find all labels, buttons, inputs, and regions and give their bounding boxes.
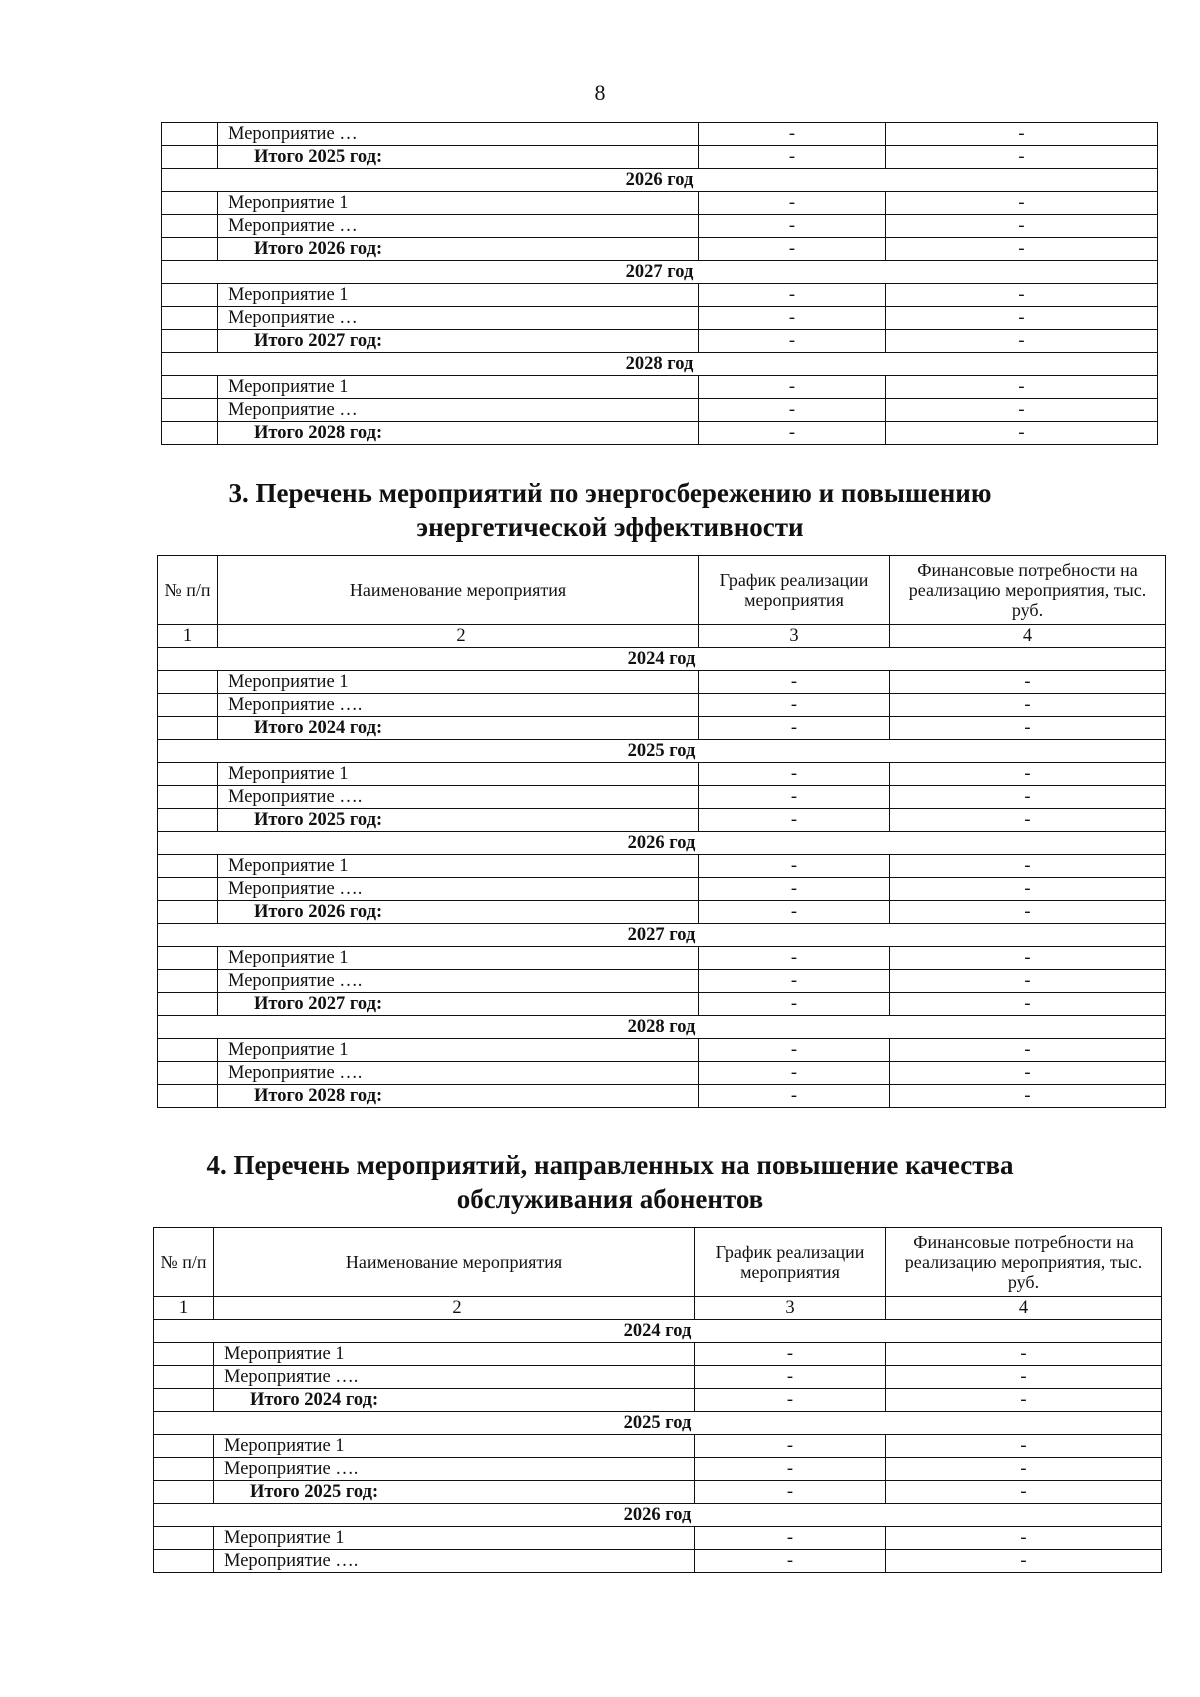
row-number-cell <box>158 809 218 832</box>
activity-name: Мероприятие …. <box>218 694 699 717</box>
row-number-cell <box>154 1343 214 1366</box>
table-row <box>158 970 1166 993</box>
header-schedule: График реализации мероприятия <box>699 556 890 625</box>
header-num: № п/п <box>154 1228 214 1297</box>
activity-name: Мероприятие 1 <box>214 1527 695 1550</box>
row-number-cell <box>162 376 218 399</box>
finance-value: - <box>886 1481 1162 1504</box>
activity-name: Мероприятие 1 <box>214 1343 695 1366</box>
energy-efficiency-table <box>157 555 1166 1108</box>
year-row <box>158 740 1166 763</box>
total-label: Итого 2026 год: <box>218 238 699 261</box>
year-row <box>162 169 1158 192</box>
year-row <box>162 353 1158 376</box>
row-number-cell <box>158 717 218 740</box>
schedule-value: - <box>699 970 890 993</box>
total-row <box>154 1389 1162 1412</box>
activity-name: Мероприятие …. <box>214 1550 695 1573</box>
row-number-cell <box>162 123 218 146</box>
table-row <box>162 376 1158 399</box>
row-number-cell <box>154 1435 214 1458</box>
total-row <box>158 993 1166 1016</box>
total-row <box>158 717 1166 740</box>
row-number-cell <box>158 786 218 809</box>
table-row <box>158 855 1166 878</box>
finance-value: - <box>890 1039 1166 1062</box>
activity-name: Мероприятие 1 <box>218 763 699 786</box>
activity-name: Мероприятие 1 <box>214 1435 695 1458</box>
table-row <box>154 1458 1162 1481</box>
schedule-value: - <box>699 146 886 169</box>
schedule-value: - <box>699 238 886 261</box>
table-row <box>154 1527 1162 1550</box>
row-number-cell <box>158 1062 218 1085</box>
total-label: Итого 2028 год: <box>218 1085 699 1108</box>
activity-name: Мероприятие 1 <box>218 1039 699 1062</box>
table-row <box>158 878 1166 901</box>
year-row <box>158 1016 1166 1039</box>
table-row <box>158 1039 1166 1062</box>
finance-value: - <box>886 192 1158 215</box>
year-label: 2027 год <box>162 261 1158 284</box>
table-row <box>162 399 1158 422</box>
year-label: 2024 год <box>158 648 1166 671</box>
year-row <box>158 648 1166 671</box>
table-header-row <box>158 556 1166 625</box>
activity-name: Мероприятие … <box>218 399 699 422</box>
finance-value: - <box>886 123 1158 146</box>
activity-name: Мероприятие … <box>218 307 699 330</box>
table-row <box>158 694 1166 717</box>
schedule-value: - <box>699 376 886 399</box>
finance-value: - <box>886 284 1158 307</box>
section-3-title <box>140 476 1080 544</box>
schedule-value: - <box>699 694 890 717</box>
table-row <box>154 1550 1162 1573</box>
section-4-title-line-2: обслуживания абонентов <box>456 1184 764 1214</box>
activity-name: Мероприятие 1 <box>218 855 699 878</box>
finance-value: - <box>886 307 1158 330</box>
total-label: Итого 2027 год: <box>218 993 699 1016</box>
table-row <box>158 671 1166 694</box>
row-number-cell <box>162 307 218 330</box>
year-row <box>158 924 1166 947</box>
year-label: 2027 год <box>158 924 1166 947</box>
header-num: № п/п <box>158 556 218 625</box>
finance-value: - <box>890 1085 1166 1108</box>
header-name: Наименование мероприятия <box>218 556 699 625</box>
total-label: Итого 2025 год: <box>218 809 699 832</box>
finance-value: - <box>890 1062 1166 1085</box>
schedule-value: - <box>699 993 890 1016</box>
table-row <box>154 1366 1162 1389</box>
finance-value: - <box>890 671 1166 694</box>
activity-name: Мероприятие …. <box>218 1062 699 1085</box>
schedule-value: - <box>699 422 886 445</box>
customer-service-table <box>153 1227 1162 1573</box>
finance-value: - <box>890 763 1166 786</box>
schedule-value: - <box>699 671 890 694</box>
total-row <box>162 330 1158 353</box>
total-row <box>158 809 1166 832</box>
row-number-cell <box>158 671 218 694</box>
header-name: Наименование мероприятия <box>214 1228 695 1297</box>
column-number: 2 <box>214 1297 695 1320</box>
schedule-value: - <box>699 1039 890 1062</box>
schedule-value: - <box>695 1550 886 1573</box>
section-3-title-line-1: 3. Перечень мероприятий по энергосбережению и повышению <box>228 478 992 508</box>
year-label: 2028 год <box>158 1016 1166 1039</box>
table-row <box>158 763 1166 786</box>
table-header-row <box>154 1228 1162 1297</box>
activity-name: Мероприятие …. <box>218 970 699 993</box>
activity-name: Мероприятие 1 <box>218 947 699 970</box>
row-number-cell <box>154 1366 214 1389</box>
row-number-cell <box>162 399 218 422</box>
activity-name: Мероприятие …. <box>218 878 699 901</box>
total-row <box>158 1085 1166 1108</box>
year-label: 2025 год <box>158 740 1166 763</box>
schedule-value: - <box>699 786 890 809</box>
schedule-value: - <box>695 1458 886 1481</box>
table-row <box>158 786 1166 809</box>
schedule-value: - <box>695 1343 886 1366</box>
activity-name: Мероприятие … <box>218 123 699 146</box>
finance-value: - <box>890 809 1166 832</box>
schedule-value: - <box>699 215 886 238</box>
schedule-value: - <box>699 947 890 970</box>
row-number-cell <box>158 1039 218 1062</box>
year-row <box>162 261 1158 284</box>
schedule-value: - <box>699 123 886 146</box>
table-row <box>154 1435 1162 1458</box>
finance-value: - <box>890 901 1166 924</box>
schedule-value: - <box>699 717 890 740</box>
schedule-value: - <box>695 1527 886 1550</box>
finance-value: - <box>890 947 1166 970</box>
table-row <box>162 215 1158 238</box>
finance-value: - <box>886 1366 1162 1389</box>
year-row <box>154 1504 1162 1527</box>
row-number-cell <box>162 284 218 307</box>
finance-value: - <box>886 146 1158 169</box>
column-number: 2 <box>218 625 699 648</box>
finance-value: - <box>890 878 1166 901</box>
schedule-value: - <box>699 1085 890 1108</box>
row-number-cell <box>154 1550 214 1573</box>
table-row <box>162 284 1158 307</box>
finance-value: - <box>890 970 1166 993</box>
total-label: Итого 2025 год: <box>214 1481 695 1504</box>
row-number-cell <box>158 855 218 878</box>
row-number-cell <box>158 993 218 1016</box>
activity-name: Мероприятие …. <box>218 786 699 809</box>
year-label: 2028 год <box>162 353 1158 376</box>
table-row <box>154 1343 1162 1366</box>
finance-value: - <box>886 1458 1162 1481</box>
row-number-cell <box>158 1085 218 1108</box>
finance-value: - <box>890 855 1166 878</box>
column-number: 4 <box>890 625 1166 648</box>
year-label: 2026 год <box>154 1504 1162 1527</box>
table-row <box>162 192 1158 215</box>
activity-name: Мероприятие 1 <box>218 284 699 307</box>
finance-value: - <box>890 786 1166 809</box>
row-number-cell <box>158 901 218 924</box>
row-number-cell <box>158 970 218 993</box>
total-label: Итого 2027 год: <box>218 330 699 353</box>
schedule-value: - <box>695 1481 886 1504</box>
total-label: Итого 2028 год: <box>218 422 699 445</box>
row-number-cell <box>158 694 218 717</box>
schedule-value: - <box>699 192 886 215</box>
row-number-cell <box>162 215 218 238</box>
activities-table-continuation <box>161 122 1158 445</box>
finance-value: - <box>886 422 1158 445</box>
column-number: 3 <box>695 1297 886 1320</box>
finance-value: - <box>890 694 1166 717</box>
activity-name: Мероприятие … <box>218 215 699 238</box>
finance-value: - <box>886 1435 1162 1458</box>
header-finance: Финансовые потребности на реализацию мероприятия, тыс. руб. <box>886 1228 1162 1297</box>
finance-value: - <box>886 215 1158 238</box>
finance-value: - <box>886 330 1158 353</box>
header-finance: Финансовые потребности на реализацию мероприятия, тыс. руб. <box>890 556 1166 625</box>
finance-value: - <box>886 376 1158 399</box>
year-label: 2026 год <box>158 832 1166 855</box>
table-row <box>162 307 1158 330</box>
column-number: 4 <box>886 1297 1162 1320</box>
schedule-value: - <box>699 1062 890 1085</box>
finance-value: - <box>886 1550 1162 1573</box>
page-number: 8 <box>594 80 606 105</box>
table-row <box>158 1062 1166 1085</box>
row-number-cell <box>154 1389 214 1412</box>
finance-value: - <box>886 238 1158 261</box>
row-number-cell <box>162 238 218 261</box>
activity-name: Мероприятие 1 <box>218 671 699 694</box>
column-number-row <box>154 1297 1162 1320</box>
schedule-value: - <box>699 809 890 832</box>
year-label: 2024 год <box>154 1320 1162 1343</box>
finance-value: - <box>890 993 1166 1016</box>
finance-value: - <box>886 1343 1162 1366</box>
finance-value: - <box>886 399 1158 422</box>
finance-value: - <box>886 1527 1162 1550</box>
section-4-title <box>140 1148 1080 1216</box>
total-label: Итого 2024 год: <box>218 717 699 740</box>
finance-value: - <box>886 1389 1162 1412</box>
schedule-value: - <box>699 901 890 924</box>
schedule-value: - <box>699 307 886 330</box>
row-number-cell <box>162 146 218 169</box>
year-row <box>154 1412 1162 1435</box>
schedule-value: - <box>695 1435 886 1458</box>
schedule-value: - <box>695 1366 886 1389</box>
schedule-value: - <box>699 284 886 307</box>
column-number-row <box>158 625 1166 648</box>
row-number-cell <box>154 1527 214 1550</box>
total-label: Итого 2026 год: <box>218 901 699 924</box>
total-row <box>154 1481 1162 1504</box>
total-label: Итого 2025 год: <box>218 146 699 169</box>
row-number-cell <box>154 1458 214 1481</box>
schedule-value: - <box>699 330 886 353</box>
row-number-cell <box>162 192 218 215</box>
row-number-cell <box>154 1481 214 1504</box>
row-number-cell <box>158 947 218 970</box>
table-row <box>158 947 1166 970</box>
schedule-value: - <box>699 763 890 786</box>
activity-name: Мероприятие …. <box>214 1366 695 1389</box>
year-row <box>154 1320 1162 1343</box>
total-row <box>162 238 1158 261</box>
header-schedule: График реализации мероприятия <box>695 1228 886 1297</box>
activity-name: Мероприятие 1 <box>218 376 699 399</box>
row-number-cell <box>162 330 218 353</box>
finance-value: - <box>890 717 1166 740</box>
total-label: Итого 2024 год: <box>214 1389 695 1412</box>
year-label: 2026 год <box>162 169 1158 192</box>
schedule-value: - <box>699 399 886 422</box>
column-number: 3 <box>699 625 890 648</box>
activity-name: Мероприятие …. <box>214 1458 695 1481</box>
section-4-title-line-1: 4. Перечень мероприятий, направленных на повышение качества <box>206 1150 1014 1180</box>
total-row <box>158 901 1166 924</box>
row-number-cell <box>162 422 218 445</box>
total-row <box>162 422 1158 445</box>
row-number-cell <box>158 763 218 786</box>
year-row <box>158 832 1166 855</box>
section-3-title-line-2: энергетической эффективности <box>416 512 804 542</box>
total-row <box>162 146 1158 169</box>
schedule-value: - <box>695 1389 886 1412</box>
column-number: 1 <box>154 1297 214 1320</box>
activity-name: Мероприятие 1 <box>218 192 699 215</box>
schedule-value: - <box>699 878 890 901</box>
table-row <box>162 123 1158 146</box>
column-number: 1 <box>158 625 218 648</box>
row-number-cell <box>158 878 218 901</box>
year-label: 2025 год <box>154 1412 1162 1435</box>
schedule-value: - <box>699 855 890 878</box>
